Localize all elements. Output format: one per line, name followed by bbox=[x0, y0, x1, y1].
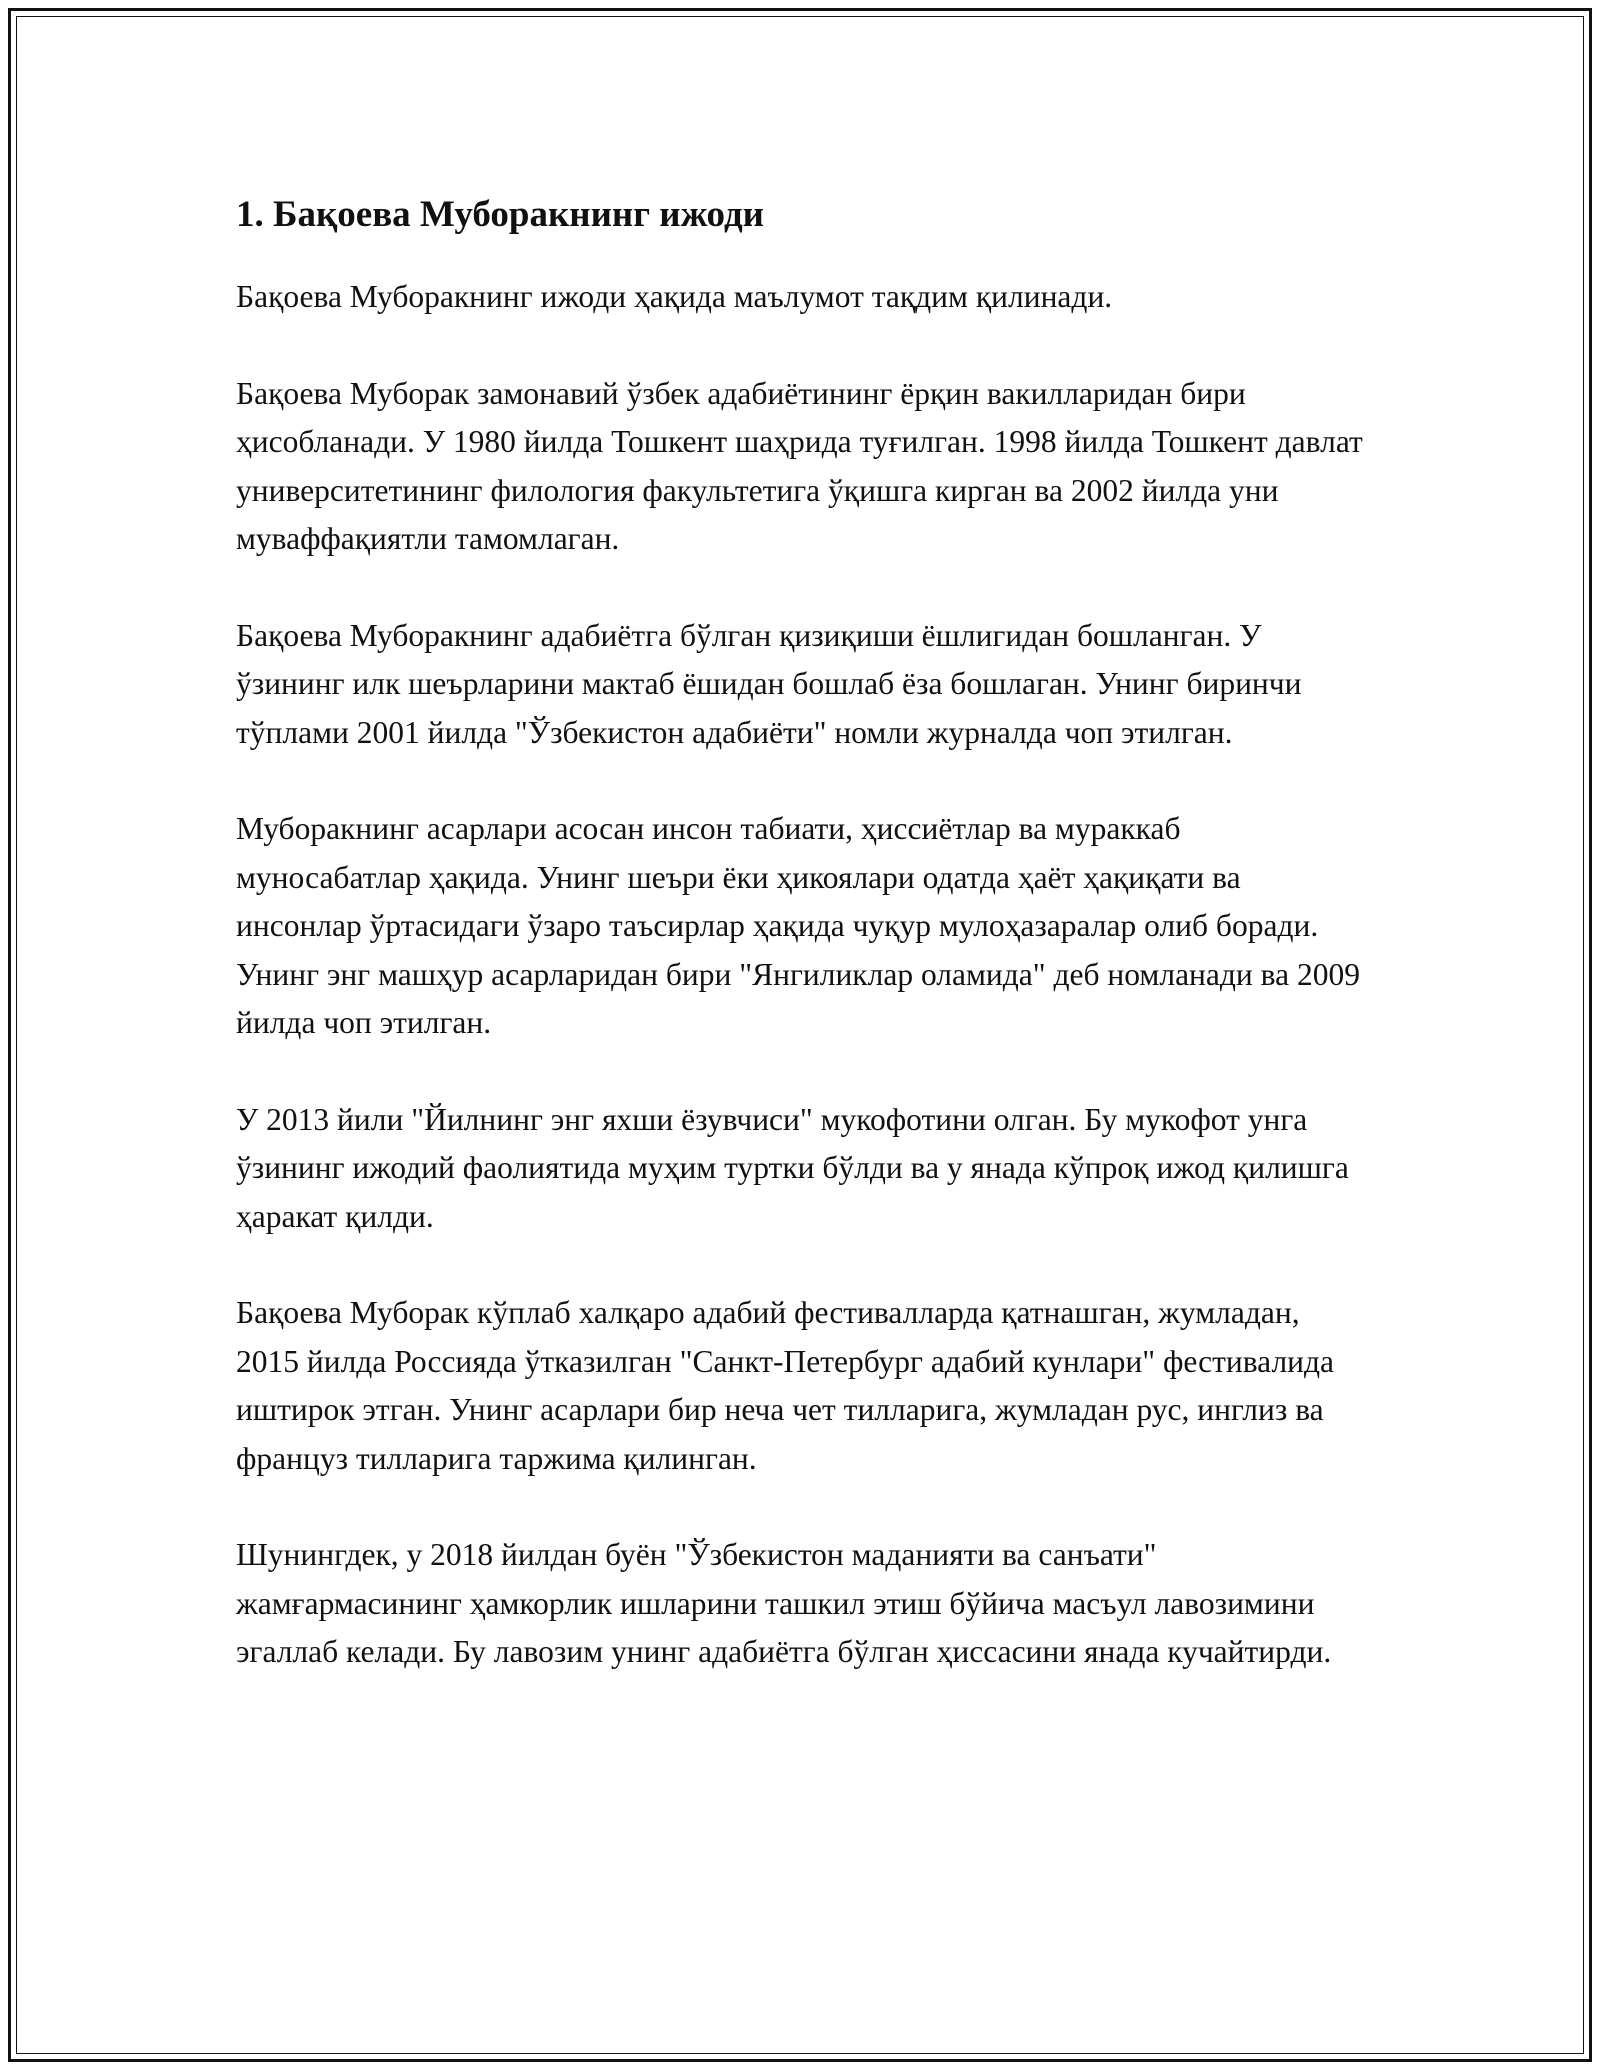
paragraph-position: Шунингдек, у 2018 йилдан буён "Ўзбекистон маданияти ва санъати" жамғармасининг ҳамкорлик ишларини ташкил этиш бўйича масъул лавозимини эгаллаб келади. Бу лавозим унинг адабиётга бўлган ҳиссасини янада кучайтирди. bbox=[236, 1537, 1332, 1669]
paragraph-intro: Бақоева Муборакнинг ижоди ҳақида маълумот тақдим қилинади. bbox=[236, 279, 1113, 314]
paragraph-award: У 2013 йили "Йилнинг энг яхши ёзувчиси" мукофотини олган. Бу мукофот унга ўзининг ижодий фаолиятида муҳим туртки бўлди ва у янада кўпроқ ижод қилишга ҳаракат қилди. bbox=[236, 1101, 1349, 1234]
paragraph-early-interest: Бақоева Муборакнинг адабиётга бўлган қизиқиши ёшлигидан бошланган. У ўзининг илк шеърларини мактаб ёшидан бошлаб ёза бошлаган. Унинг биринчи тўплами 2001 йилда "Ўзбекистон адабиёти" номли журналда чоп этилган. bbox=[236, 617, 1302, 750]
paragraph-biography: Бақоева Муборак замонавий ўзбек адабиётининг ёрқин вакилларидан бири ҳисобланади. У 1980 йилда Тошкент шаҳрида туғилган. 1998 йилда Тошкент давлат университетининг филология факультетига ўқишга кирган ва 2002 йилда уни муваффақиятли тамомлаган. bbox=[236, 375, 1363, 556]
paragraph-works: Муборакнинг асарлари асосан инсон табиати, ҳиссиётлар ва мураккаб муносабатлар ҳақида. Унинг шеъри ёки ҳикоялари одатда ҳаёт ҳақиқати ва инсонлар ўртасидаги ўзаро таъсирлар ҳақида чуқур мулоҳазаралар олиб боради. Унинг энг машҳур асарларидан бири "Янгиликлар оламида" деб номланади ва 2009 йилда чоп этилган. bbox=[236, 811, 1360, 1040]
paragraph-festivals: Бақоева Муборак кўплаб халқаро адабий фестивалларда қатнашган, жумладан, 2015 йилда Россияда ўтказилган "Санкт-Петербург адабий кунлари" фестивалида иштирок этган. Унинг асарлари бир неча чет тилларига, жумладан рус, инглиз ва француз тилларига таржима қилинган. bbox=[236, 1295, 1335, 1476]
document-body bbox=[236, 184, 1366, 1725]
document-title: 1. Бақоева Муборакнинг ижоди bbox=[236, 194, 764, 235]
